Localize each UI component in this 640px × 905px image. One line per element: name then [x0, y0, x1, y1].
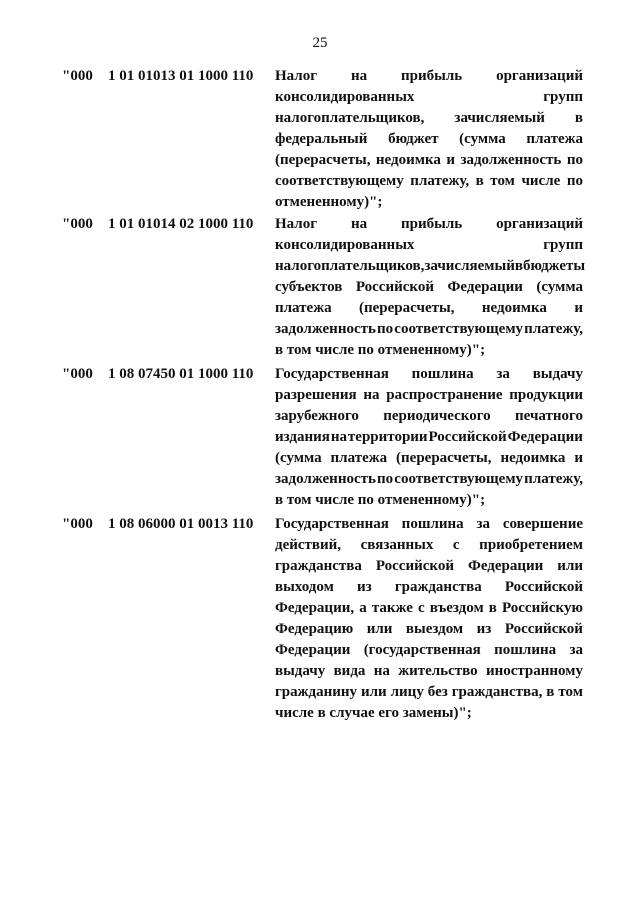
description-word: иностранному	[485, 663, 583, 679]
description-line: отмененному)";	[275, 194, 383, 210]
description-line	[275, 235, 583, 256]
description-word: или	[366, 621, 393, 637]
description-word: Федерации	[467, 558, 544, 574]
description-word: числе	[521, 173, 561, 189]
description-word: бюджет	[388, 131, 439, 147]
description-word: на	[350, 68, 368, 84]
description-word: прибыль	[401, 68, 463, 84]
description-word: по	[377, 321, 394, 337]
description-word: зачисляемый	[424, 258, 515, 274]
description-word: задолженность	[460, 152, 562, 168]
description-word: в	[514, 258, 523, 274]
code-prefix: "000	[62, 366, 93, 382]
description-word: групп	[543, 237, 583, 253]
description-line	[275, 385, 583, 406]
description-word: и	[574, 450, 583, 466]
description-word: (перерасчеты,	[275, 152, 371, 168]
description-line	[275, 66, 583, 87]
budget-classification-code: 1 08 07450 01 1000 110	[108, 366, 254, 382]
description-word: Российской	[355, 279, 434, 295]
description-line	[275, 87, 583, 108]
description-word: соответствующему	[394, 471, 524, 487]
description-word: пошлина	[401, 516, 464, 532]
description-word: и	[574, 300, 583, 316]
description-word: печатного	[515, 408, 583, 424]
description-word: жительство	[398, 663, 478, 679]
description-word: том	[490, 173, 515, 189]
description-line	[275, 406, 583, 427]
description-word: том	[558, 684, 583, 700]
description-line	[275, 256, 586, 277]
entry-description	[275, 214, 586, 361]
description-word: на	[363, 387, 380, 403]
description-word: федеральный	[275, 131, 368, 147]
description-word: за	[569, 642, 583, 658]
description-word: (сумма	[536, 279, 583, 295]
description-word: Федерации,	[275, 600, 355, 616]
description-word: продукции	[509, 387, 583, 403]
description-word: гражданства	[394, 579, 482, 595]
description-word: из	[356, 579, 372, 595]
description-word: без	[427, 684, 448, 700]
description-word: совершение	[502, 516, 583, 532]
description-word: Российской	[428, 429, 507, 445]
code-prefix: "000	[62, 516, 93, 532]
budget-classification-code: 1 08 06000 01 0013 110	[108, 516, 254, 532]
description-word: распространение	[386, 387, 503, 403]
description-line	[275, 214, 583, 235]
description-word: задолженность	[275, 321, 376, 337]
description-word: выездом	[405, 621, 464, 637]
description-word: лицу	[390, 684, 424, 700]
description-word: по	[377, 471, 394, 487]
description-word: по	[566, 152, 583, 168]
description-word: гражданину	[275, 684, 358, 700]
description-word: или	[360, 684, 387, 700]
description-line	[275, 150, 583, 171]
description-line	[275, 514, 583, 535]
description-word: платежу,	[410, 173, 470, 189]
description-word: гражданства,	[451, 684, 543, 700]
description-word: а	[359, 600, 367, 616]
description-word: разрешения	[275, 387, 357, 403]
description-word: платежа	[330, 450, 388, 466]
description-word: платежу,	[524, 321, 583, 337]
description-line	[275, 364, 583, 385]
description-word: групп	[543, 89, 583, 105]
description-line	[275, 682, 583, 703]
description-word: Государственная	[275, 516, 389, 532]
description-word: за	[496, 366, 510, 382]
code-prefix: "000	[62, 68, 93, 84]
description-word: издания	[275, 429, 330, 445]
description-word: в	[574, 110, 583, 126]
description-word: зачисляемый	[454, 110, 545, 126]
description-word: также	[371, 600, 413, 616]
description-word: из	[476, 621, 492, 637]
description-word: Федерации	[447, 279, 523, 295]
description-word: Российской	[504, 621, 583, 637]
description-line	[275, 469, 583, 490]
description-line	[275, 556, 583, 577]
description-word: Российской	[375, 558, 454, 574]
description-word: организаций	[496, 68, 583, 84]
description-word: Российской	[504, 579, 583, 595]
description-word: Государственная	[275, 366, 389, 382]
description-word: соответствующему	[275, 173, 404, 189]
description-word: выдачу	[275, 663, 326, 679]
description-word: (государственная	[363, 642, 481, 658]
description-word: (сумма	[275, 450, 322, 466]
description-word: субъектов	[275, 279, 343, 295]
description-line	[275, 619, 583, 640]
description-word: периодического	[383, 408, 491, 424]
description-word: недоимка	[500, 450, 566, 466]
description-word: (перерасчеты,	[396, 450, 492, 466]
description-word: с	[417, 600, 425, 616]
description-line	[275, 427, 583, 448]
description-line	[275, 277, 583, 298]
description-line	[275, 640, 583, 661]
description-word: налогоплательщиков,	[275, 110, 425, 126]
description-word: организаций	[496, 216, 583, 232]
description-word: консолидированных	[275, 89, 415, 105]
description-word: по	[566, 173, 583, 189]
description-word: или	[557, 558, 583, 574]
description-word: прибыль	[401, 216, 463, 232]
description-word: платежа	[526, 131, 583, 147]
description-word: действий,	[275, 537, 342, 553]
description-word: консолидированных	[275, 237, 415, 253]
description-line: числе в случае его замены)";	[275, 705, 472, 721]
description-line	[275, 598, 583, 619]
entry-description	[275, 514, 583, 724]
description-word: соответствующему	[394, 321, 524, 337]
description-line	[275, 577, 583, 598]
description-word: недоимка	[481, 300, 547, 316]
description-word: приобретением	[479, 537, 583, 553]
description-word: Российскую	[501, 600, 583, 616]
entry-description	[275, 66, 583, 213]
description-line	[275, 319, 583, 340]
page-number: 25	[312, 35, 328, 51]
description-word: платежа	[275, 300, 332, 316]
description-word: въездом	[429, 600, 484, 616]
description-word: выходом	[275, 579, 334, 595]
description-word: недоимка	[375, 152, 441, 168]
description-word: задолженность	[275, 471, 376, 487]
description-line	[275, 535, 583, 556]
description-word: Налог	[275, 216, 318, 232]
description-line	[275, 108, 583, 129]
description-word: выдачу	[532, 366, 583, 382]
description-line	[275, 448, 583, 469]
description-word: налогоплательщиков,	[275, 258, 425, 274]
budget-classification-code: 1 01 01014 02 1000 110	[108, 216, 254, 232]
description-word: Федерации	[507, 429, 583, 445]
description-word: (сумма	[459, 131, 506, 147]
description-word: на	[350, 216, 368, 232]
budget-classification-code: 1 01 01013 01 1000 110	[108, 68, 254, 84]
description-word: связанных	[360, 537, 434, 553]
description-line: в том числе по отмененному)";	[275, 342, 486, 358]
description-word: Федерацию	[275, 621, 354, 637]
description-word: платежу,	[524, 471, 583, 487]
description-word: за	[476, 516, 491, 532]
description-word: территории	[347, 429, 428, 445]
description-word: пошлина	[494, 642, 557, 658]
description-word: гражданства	[275, 558, 362, 574]
description-word: зарубежного	[275, 408, 359, 424]
code-prefix: "000	[62, 216, 93, 232]
description-line	[275, 129, 583, 150]
description-word: и	[446, 152, 455, 168]
description-line	[275, 171, 583, 192]
description-word: (перерасчеты,	[359, 300, 455, 316]
description-word: бюджеты	[522, 258, 586, 274]
description-word: Федерации	[275, 642, 351, 658]
description-word: Налог	[275, 68, 318, 84]
description-word: в	[546, 684, 555, 700]
entry-description	[275, 364, 583, 511]
description-word: вида	[333, 663, 366, 679]
description-word: на	[330, 429, 347, 445]
description-word: в	[475, 173, 484, 189]
description-word: пошлина	[411, 366, 474, 382]
description-word: в	[488, 600, 497, 616]
description-line	[275, 661, 583, 682]
description-line: в том числе по отмененному)";	[275, 492, 486, 508]
description-word: на	[373, 663, 390, 679]
description-line	[275, 298, 583, 319]
description-word: с	[452, 537, 460, 553]
